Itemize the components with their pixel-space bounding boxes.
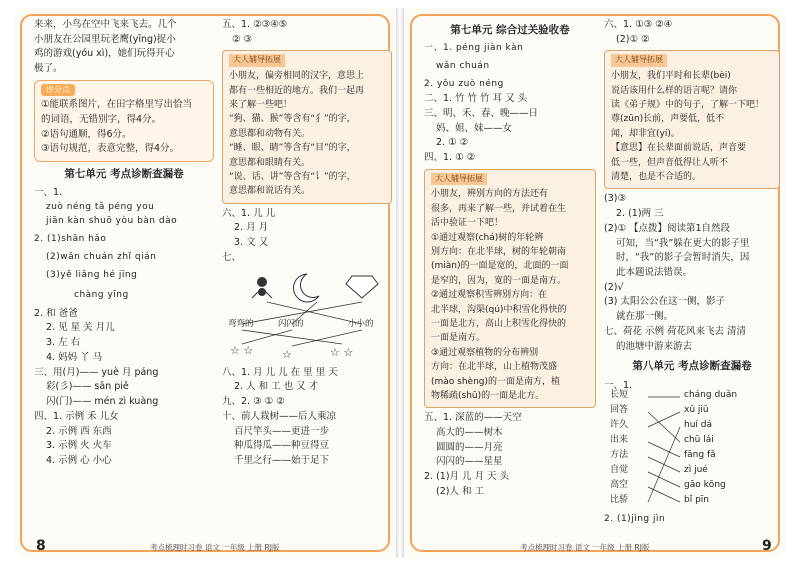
q3-line: 三、用(月)—— yuè 月 páng xyxy=(34,366,159,378)
r-q5-line: 圆圆的——月亮 xyxy=(436,441,503,453)
ant-icon xyxy=(252,277,272,298)
guide-lines xyxy=(229,69,385,199)
guide-line: 读《弟子规》中的句子，了解一下吧！ xyxy=(611,100,765,111)
guide-title-r1: 大人辅导拓展 xyxy=(431,173,487,186)
right-column-1 xyxy=(424,18,596,500)
stars-icon xyxy=(230,344,353,361)
q4-line: 3. 示例 火 火车 xyxy=(46,440,112,452)
r-q3b: 2. ① ② xyxy=(436,137,469,149)
q2-block xyxy=(34,307,214,366)
guide-box-right-2 xyxy=(604,50,780,189)
guide-line: 意思都和动物有关。 xyxy=(229,128,311,139)
r-q5-block xyxy=(424,411,596,470)
guide-line: 说话该用什么样的语言呢？请你 xyxy=(611,85,738,96)
intro-line: 小朋友在公园里玩老鹰(yīng)捉小 xyxy=(34,33,176,45)
match-word-left: 回答 xyxy=(610,405,629,416)
r-q6c-line: 2. (1)两 三 xyxy=(616,208,664,220)
match-pinyin-right: bǐ pīn xyxy=(684,495,709,506)
guide-box-right-1 xyxy=(424,169,596,409)
r-q7-line: 七、荷花 示例 荷花风来飞去 清清 xyxy=(604,325,747,337)
guide-title: 大人辅导拓展 xyxy=(229,54,285,67)
q10-line: 种瓜得瓜——种豆得豆 xyxy=(234,440,330,452)
intro-line: 鸡的游戏(yóu xì)，她们玩得开心 xyxy=(34,48,175,60)
r-q6-line: (2)① ② xyxy=(616,33,650,45)
q10-line: 千里之行——始于足下 xyxy=(234,454,330,466)
left-column-1 xyxy=(34,18,214,469)
match-word-left: 出来 xyxy=(610,435,629,446)
guide-lines-r1 xyxy=(431,187,589,403)
q7-drawing xyxy=(222,268,387,364)
match-pinyin-right: fāng fǎ xyxy=(684,450,716,461)
guide-title-r2: 大人辅导拓展 xyxy=(611,54,667,67)
guide-line: 一面是北方，高山上积雪化得快的 xyxy=(431,318,567,329)
q4-line: 四、1. 示例 禾 儿女 xyxy=(34,410,119,422)
r-q6-line: 六、1. ①③ ②④ xyxy=(604,19,673,30)
guide-line: 都有一些相近的地方。我们一起再 xyxy=(229,85,365,96)
intro-paragraph xyxy=(34,18,214,77)
hint-lines xyxy=(41,98,207,157)
q3-block xyxy=(34,366,214,410)
guide-line: 活中验证一下吧！ xyxy=(431,218,504,229)
guide-line: 别方向：在北半球，树的年轮朝南 xyxy=(431,247,567,258)
unit-8-title: 第八单元 考点诊断查漏卷 xyxy=(632,360,752,373)
guide-line: (miàn)的一面是宽的，北面的一面 xyxy=(431,261,569,272)
guide-line: 低一些，但声音低得让人听不 xyxy=(611,157,729,168)
r-q6f-line: (3) 太阳公公在这一侧，影子 xyxy=(604,296,725,308)
right-page-footer: 考点梳理时习卷 语文 一年级 上册 RJ版 xyxy=(520,543,650,552)
r-q6d-line: 此本题说法错误。 xyxy=(616,266,693,278)
q2-line: 4. 妈妈 丫 马 xyxy=(46,351,103,363)
match-word-left: 许久 xyxy=(610,420,629,431)
svg-text:☆ ☆: ☆ ☆ xyxy=(230,343,254,357)
q2-line: 2. 和 爸爸 xyxy=(34,307,78,319)
q7: 七、 xyxy=(222,251,242,263)
guide-line: 方向：在北半球，山上植物茂盛 xyxy=(431,362,558,373)
r-q3-line: 三、明、禾、春、晚——日 xyxy=(424,107,539,119)
r-q6f-block xyxy=(604,295,780,324)
guide-lines-r2 xyxy=(611,69,773,184)
match-word-left: 方法 xyxy=(610,450,629,461)
q1-pinyin-2: jiān kàn shuō yòu bàn dào xyxy=(46,216,178,227)
q4-line: 4. 示例 心 小心 xyxy=(46,454,112,466)
q1-2-line-2: (2)wǎn chuán zhǐ qián xyxy=(46,251,157,262)
guide-line: 【意思】在长辈面前说话，声音要 xyxy=(611,143,747,154)
q6-line: 2. 月 月 xyxy=(234,222,269,234)
intro-line: 来来，小鸟在空中飞来飞去。几个 xyxy=(34,19,177,30)
guide-line: (mào shèng)的一面是南方，植 xyxy=(431,376,561,387)
diamond-icon xyxy=(346,276,378,298)
r-q7-line: 的池塘中游来游去 xyxy=(616,340,693,352)
guide-line: 闻，却非宜(yí)。 xyxy=(611,128,680,139)
guide-line: 小朋友，辨别方向的方法还有 xyxy=(431,189,549,200)
scoring-hint-box xyxy=(34,80,214,162)
guide-line: 一面是南方。 xyxy=(431,333,486,344)
q10-block xyxy=(222,410,392,469)
q5b: ② ③ xyxy=(232,33,253,45)
match-pinyin-right: gāo kōng xyxy=(684,480,726,491)
r-q8-label: 一、1. xyxy=(604,379,633,391)
left-page-footer: 考点梳理时习卷 语文 一年级 上册 RJ版 xyxy=(150,543,280,552)
guide-line: 小朋友，我们平时和长辈(bèi) xyxy=(611,71,731,82)
r-q8b: 2. (1)jìng jìn xyxy=(604,514,666,525)
guide-line: 来了解一些吧！ xyxy=(229,100,293,111)
guide-line: ③通过观察植物的分布辨别 xyxy=(431,347,539,358)
q1-pinyin-1: zuò néng tā péng you xyxy=(46,202,155,213)
q1-2-line-3: (3)yě liǎng hé jīng xyxy=(46,269,138,280)
r-q8-matching xyxy=(604,390,780,513)
svg-text:☆: ☆ xyxy=(282,347,292,361)
guide-line: 意思都和眼睛有关。 xyxy=(229,157,311,168)
r-q5-line: 闪闪的——星星 xyxy=(436,456,503,468)
hint-line: ①能联系图片，在田字格里写出恰当 xyxy=(41,99,193,111)
q5: 五、1. ②③④⑤ xyxy=(222,19,288,30)
match-pinyin-right: zì jué xyxy=(684,465,708,476)
match-word-left: 比骄 xyxy=(610,495,629,506)
guide-line: 尊(zūn)长前，声要低，低不 xyxy=(611,114,725,125)
q7-label-1: 弯弯的 xyxy=(228,318,254,329)
r-q5c: (2)人 和 工 xyxy=(436,485,484,497)
q2-line: 3. 左 右 xyxy=(46,337,81,349)
q2-line: 2. 见 星 关 月儿 xyxy=(46,322,115,334)
q8: 八、1. 月 儿 儿 在 里 里 天 xyxy=(222,366,338,378)
match-word-left: 长短 xyxy=(610,390,629,401)
match-pinyin-right: chū lái xyxy=(684,435,714,446)
unit-title: 第七单元 考点诊断查漏卷 xyxy=(64,168,184,181)
q6-block xyxy=(222,207,392,251)
match-pinyin-right: xǔ jiǔ xyxy=(684,405,709,416)
r-q6d-block xyxy=(604,222,780,281)
r-q1-3: 2. yǒu zuò néng xyxy=(424,79,504,90)
guide-line: 物稀疏(shū)的一面是北方。 xyxy=(431,390,545,401)
q7-matching-illustration xyxy=(222,268,392,364)
r-q6f-line: 就在那一侧。 xyxy=(616,311,674,323)
q7-label-3: 小小的 xyxy=(348,318,374,329)
guide-box-left xyxy=(222,50,392,203)
q10-line: 十、前人栽树——后人乘凉 xyxy=(222,410,337,422)
book-gutter xyxy=(396,8,404,558)
guide-line: 清楚，也是不合适的。 xyxy=(611,171,702,182)
q8b: 2. 人 和 工 也 又 才 xyxy=(234,381,319,393)
q9: 九、2. ③ ① ② xyxy=(222,396,285,408)
q10-line: 百尺竿头——更进一步 xyxy=(234,425,330,437)
match-word-left: 自觉 xyxy=(610,465,629,476)
left-page-number: 8 xyxy=(36,538,46,554)
r-q4: 四、1. ① ② xyxy=(424,151,476,163)
guide-line: 北半球，沟渠(qú)中积雪化得快的 xyxy=(431,304,567,315)
r-q5-line: 高大的——树木 xyxy=(436,427,503,439)
r-q3-block xyxy=(424,107,596,136)
r-q1-2: wǎn chuán xyxy=(436,61,490,72)
guide-line: “说、话、讲”等含有“讠”的字， xyxy=(229,171,356,182)
r-q6d-line: (2)① 【点拨】阅读第1自然段 xyxy=(604,222,731,234)
right-page-number: 9 xyxy=(762,538,772,554)
r-q6c-block xyxy=(604,192,780,221)
guide-line: 很多，再来了解一些，并试着在生 xyxy=(431,203,567,214)
r-q6e: (2)√ xyxy=(604,281,624,293)
hint-line: ③语句规范，表意完整，得4分。 xyxy=(41,143,180,155)
q6-line: 六、1. 儿 儿 xyxy=(222,207,276,219)
r-q2: 二、1. 竹 竹 竹 耳 又 头 xyxy=(424,93,528,105)
moon-icon xyxy=(294,274,319,302)
right-column-2 xyxy=(604,18,780,527)
intro-line: 极了。 xyxy=(34,63,63,75)
r-q6d-line: 时，“我”的影子会暂时消失，因 xyxy=(616,252,750,264)
q6-line: 3. 文 又 xyxy=(234,237,269,249)
left-column-2 xyxy=(222,18,392,469)
guide-line: 意思都和说话有关。 xyxy=(229,186,311,197)
match-pinyin-right: huí dá xyxy=(684,420,712,431)
hint-line: 的词语，无错别字，得4分。 xyxy=(41,113,162,125)
q3-line: 闪(门)—— mén zì kuàng xyxy=(46,396,159,408)
match-word-left: 高空 xyxy=(610,480,629,491)
r-q5b: 2. (1)月 儿 月 天 头 xyxy=(424,471,510,483)
hint-line: ②语句通顺，得6分。 xyxy=(41,128,132,140)
q4-block xyxy=(34,410,214,469)
q1-label: 一、1. xyxy=(34,187,63,199)
q7-label-2: 闪闪的 xyxy=(278,318,304,329)
r-q3-line: 妈、姐、妹——女 xyxy=(436,122,513,134)
r-q1-1: 一、1. péng jiàn kàn xyxy=(424,43,524,54)
match-pinyin-right: cháng duǎn xyxy=(684,390,738,401)
q3-line: 彩(彡)—— sān piě xyxy=(46,381,129,393)
guide-line: “睡、眼、睛”等含有“目”的字， xyxy=(229,143,356,154)
guide-line: 是窄的，因为，宽的一面是南方。 xyxy=(431,275,567,286)
guide-line: “狗、猫、猴”等含有“犭”的字， xyxy=(229,114,356,125)
r-q6-block xyxy=(604,18,780,47)
q1-2-line-1: 2. (1)shān hǎo xyxy=(34,234,107,244)
guide-line: 小朋友，偏旁相同的汉字，意思上 xyxy=(229,71,365,82)
unit-title-right: 第七单元 综合过关验收卷 xyxy=(450,24,570,36)
r-q5-line: 五、1. 深蓝的——天空 xyxy=(424,412,522,424)
r-q6c-line: (3)③ xyxy=(604,193,626,205)
r-q6d-line: 可知，当“我”躲在更大的影子里 xyxy=(616,237,750,249)
guide-line: ①通过观察(chá)树的年轮辨 xyxy=(431,232,544,243)
hint-title: 评分点 xyxy=(41,84,75,96)
svg-text:☆ ☆: ☆ ☆ xyxy=(330,345,354,359)
q1-2-line-4: chàng yīng xyxy=(74,289,129,300)
q4-line: 2. 示例 西 东西 xyxy=(46,425,112,437)
r-q7-block xyxy=(604,325,780,354)
guide-line: ②通过观察积雪辨别方向：在 xyxy=(431,290,548,301)
